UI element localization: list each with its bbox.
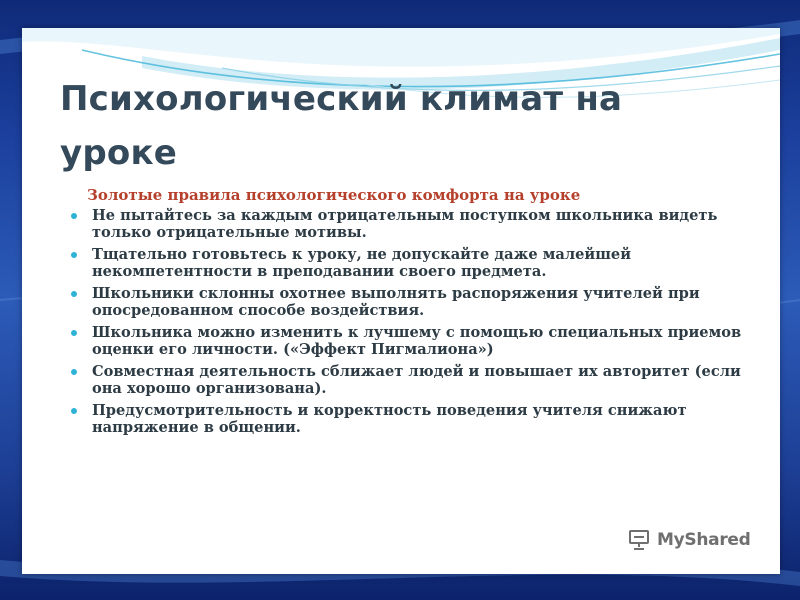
bullet-dot-icon (71, 252, 77, 258)
bullet-dot-icon (71, 291, 77, 297)
slide-title: Психологический климат на уроке (60, 79, 623, 173)
list-item (66, 285, 756, 319)
bullet-dot-icon (71, 408, 77, 414)
list-item-text: Школьники склонны охотнее выполнять распоряжения учителей при опосредованном способе воздействия. (92, 285, 700, 319)
list-item-text: Предусмотрительность и корректность поведения учителя снижают напряжение в общении. (92, 402, 687, 436)
list-item-text: Тщательно готовьтесь к уроку, не допускайте даже малейшей некомпетентности в преподавании своего предмета. (92, 246, 632, 280)
myshared-logo (628, 528, 751, 552)
bullet-dot-icon (71, 369, 77, 375)
slide-card (22, 28, 780, 574)
list-item (66, 207, 756, 241)
watermark-text: MyShared (657, 530, 751, 550)
list-item (66, 402, 756, 436)
list-item (66, 246, 756, 280)
rules-list (66, 207, 756, 441)
list-item-text: Школьника можно изменить к лучшему с помощью специальных приемов оценки его личности. («Эффект Пигмалиона») (92, 324, 742, 358)
bullet-dot-icon (71, 213, 77, 219)
list-item (66, 363, 756, 397)
list-item-text: Совместная деятельность сближает людей и повышает их авторитет (если она хорошо организована). (92, 363, 741, 397)
slide-subtitle: Золотые правила психологического комфорта на уроке (87, 186, 581, 204)
presentation-board-icon (628, 529, 652, 551)
bullet-dot-icon (71, 330, 77, 336)
list-item-text: Не пытайтесь за каждым отрицательным поступком школьника видеть только отрицательные мотивы. (92, 207, 718, 241)
list-item (66, 324, 756, 358)
